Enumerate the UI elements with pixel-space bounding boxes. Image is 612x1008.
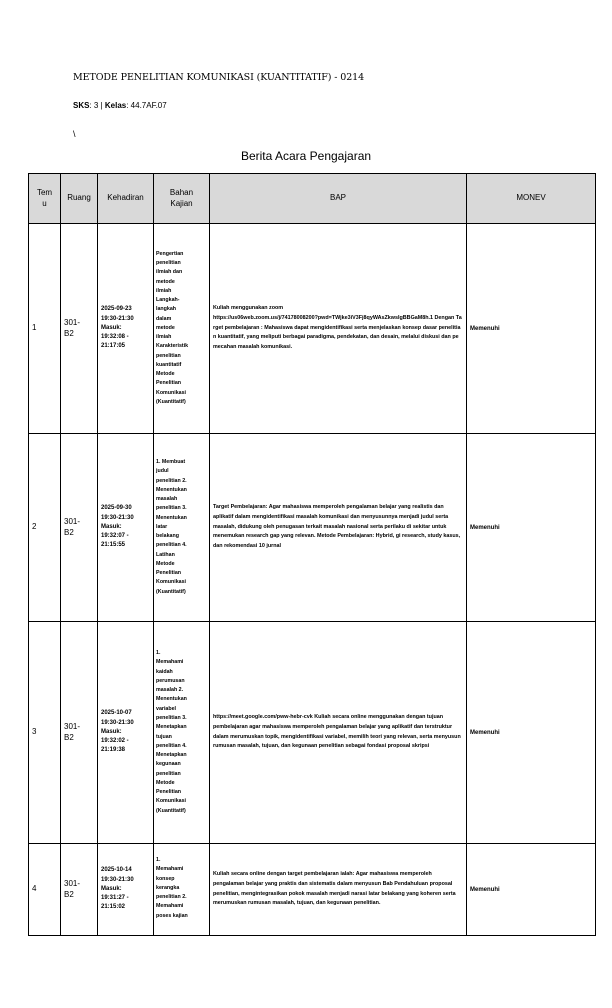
- cell-monev: Memenuhi: [467, 224, 596, 434]
- cell-bahan-kajian: 1. Memahami kaidah perumusan masalah 2. Menentukan variabel penelitian 3. Menetapkan tujuan penelitian 4. Menetapkan kegunaan penelitian Metode Penelitian Komunikasi (Kuantitatif): [154, 622, 210, 844]
- cell-monev: Memenuhi: [467, 844, 596, 936]
- header-temu: Tem u: [29, 174, 61, 224]
- cell-kehadiran: 2025-09-23 19:30-21:30 Masuk: 19:32:08 - 21:17:05: [98, 224, 154, 434]
- header-ruang: Ruang: [61, 174, 98, 224]
- kelas-value: : 44.7AF.07: [126, 101, 167, 110]
- header-bahan-kajian: Bahan Kajian: [154, 174, 210, 224]
- course-title: METODE PENELITIAN KOMUNIKASI (KUANTITATIF) - 0214: [73, 72, 365, 83]
- cell-kehadiran: 2025-10-07 19:30-21:30 Masuk: 19:32:02 - 21:19:38: [98, 622, 154, 844]
- course-meta: [73, 101, 167, 110]
- cell-bap: Target Pembelajaran: Agar mahasiswa memperoleh pengalaman belajar yang realistis dan aplikatif dalam mengidentifikasi masalah komunikasi dan menyusunnya menjadi judul serta masalah, didukung oleh penugasan terkait masalah nasional serta perilaku di sekitar untuk menemukan research gap yang relevan. Metode Pembelajaran: Hybrid, gi research, study kasus, dan rekomendasi 10 jurnal: [210, 434, 467, 622]
- cell-monev: Memenuhi: [467, 434, 596, 622]
- table-row: [29, 224, 596, 434]
- cell-bap: Kuliah menggunakan zoom https://us06web.zoom.us/j/74178008200?pwd=TWjke3iV3Fj8qyWAsZkwsIgBBGaM8h.1 Dengan Target pembelajaran : Mahasiswa dapat mengidentifikasi serta menjelaskan konsep dasar penelitian kuantitatif, yang meliputi berbagai paradigma, pendekatan, dan desain, melalui diskusi dan pemecahan masalah komunikasi.: [210, 224, 467, 434]
- kelas-label: Kelas: [104, 101, 127, 110]
- page-title: Berita Acara Pengajaran: [240, 149, 372, 163]
- cell-temu: 3: [29, 622, 61, 844]
- cell-kehadiran: 2025-10-14 19:30-21:30 Masuk: 19:31:27 - 21:15:02: [98, 844, 154, 936]
- cell-temu: 2: [29, 434, 61, 622]
- table-row: [29, 434, 596, 622]
- table-header-row: [29, 174, 596, 224]
- cell-bahan-kajian-text: 1. Memahami konsep kerangka penelitian 2. Memahami poses kajian: [156, 857, 188, 919]
- berita-acara-table: [28, 173, 596, 936]
- sks-label: SKS: [73, 101, 90, 110]
- cell-bap: Kuliah secara online dengan target pembelajaran ialah: Agar mahasiswa memperoleh pengalaman belajar yang praktis dan sistematis dalam menyusun Bab Pendahuluan proposal penelitian, mengintegrasikan pokok masalah menjadi narasi latar belakang yang koheren serta merumuskan rumusan masalah, tujuan, dan kegunaan penelitian.: [210, 844, 467, 936]
- cell-temu: 1: [29, 224, 61, 434]
- cell-bahan-kajian: [154, 844, 210, 936]
- sks-value: : 3 |: [89, 101, 105, 110]
- cell-temu: 4: [29, 844, 61, 936]
- stray-character: \: [73, 129, 76, 139]
- table-row: [29, 844, 596, 936]
- header-monev: MONEV: [467, 174, 596, 224]
- header-kehadiran: Kehadiran: [98, 174, 154, 224]
- cell-kehadiran: 2025-09-30 19:30-21:30 Masuk: 19:32:07 - 21:15:55: [98, 434, 154, 622]
- header-bap: BAP: [210, 174, 467, 224]
- cell-ruang: 301- B2: [61, 434, 98, 622]
- cell-bap: https://meet.google.com/pww-hebr-cvk Kuliah secara online menggunakan dengan tujuan pembelajaran agar mahasiswa memperoleh pengalaman belajar yang aplikatif dan terstruktur dalam merumuskan topik, mengidentifikasi variabel, memilih teori yang relevan, serta menyusun rumusan masalah, tujuan, dan kegunaan penelitian sebagai fondasi proposal skripsi: [210, 622, 467, 844]
- cell-ruang: 301- B2: [61, 622, 98, 844]
- cell-monev: Memenuhi: [467, 622, 596, 844]
- cell-bahan-kajian: Pengertian penelitian ilmiah dan metode ilmiah Langkah- langkah dalam metode ilmiah Karakteristik penelitian kuantitatif Metode Penelitian Komunikasi (Kuantitatif): [154, 224, 210, 434]
- cell-ruang: 301- B2: [61, 844, 98, 936]
- cell-bahan-kajian: 1. Membuat judul penelitian 2. Menentukan masalah penelitian 3. Menentukan latar belakang penelitian 4. Latihan Metode Penelitian Komunikasi (Kuantitatif): [154, 434, 210, 622]
- table-row: [29, 622, 596, 844]
- cell-ruang: 301- B2: [61, 224, 98, 434]
